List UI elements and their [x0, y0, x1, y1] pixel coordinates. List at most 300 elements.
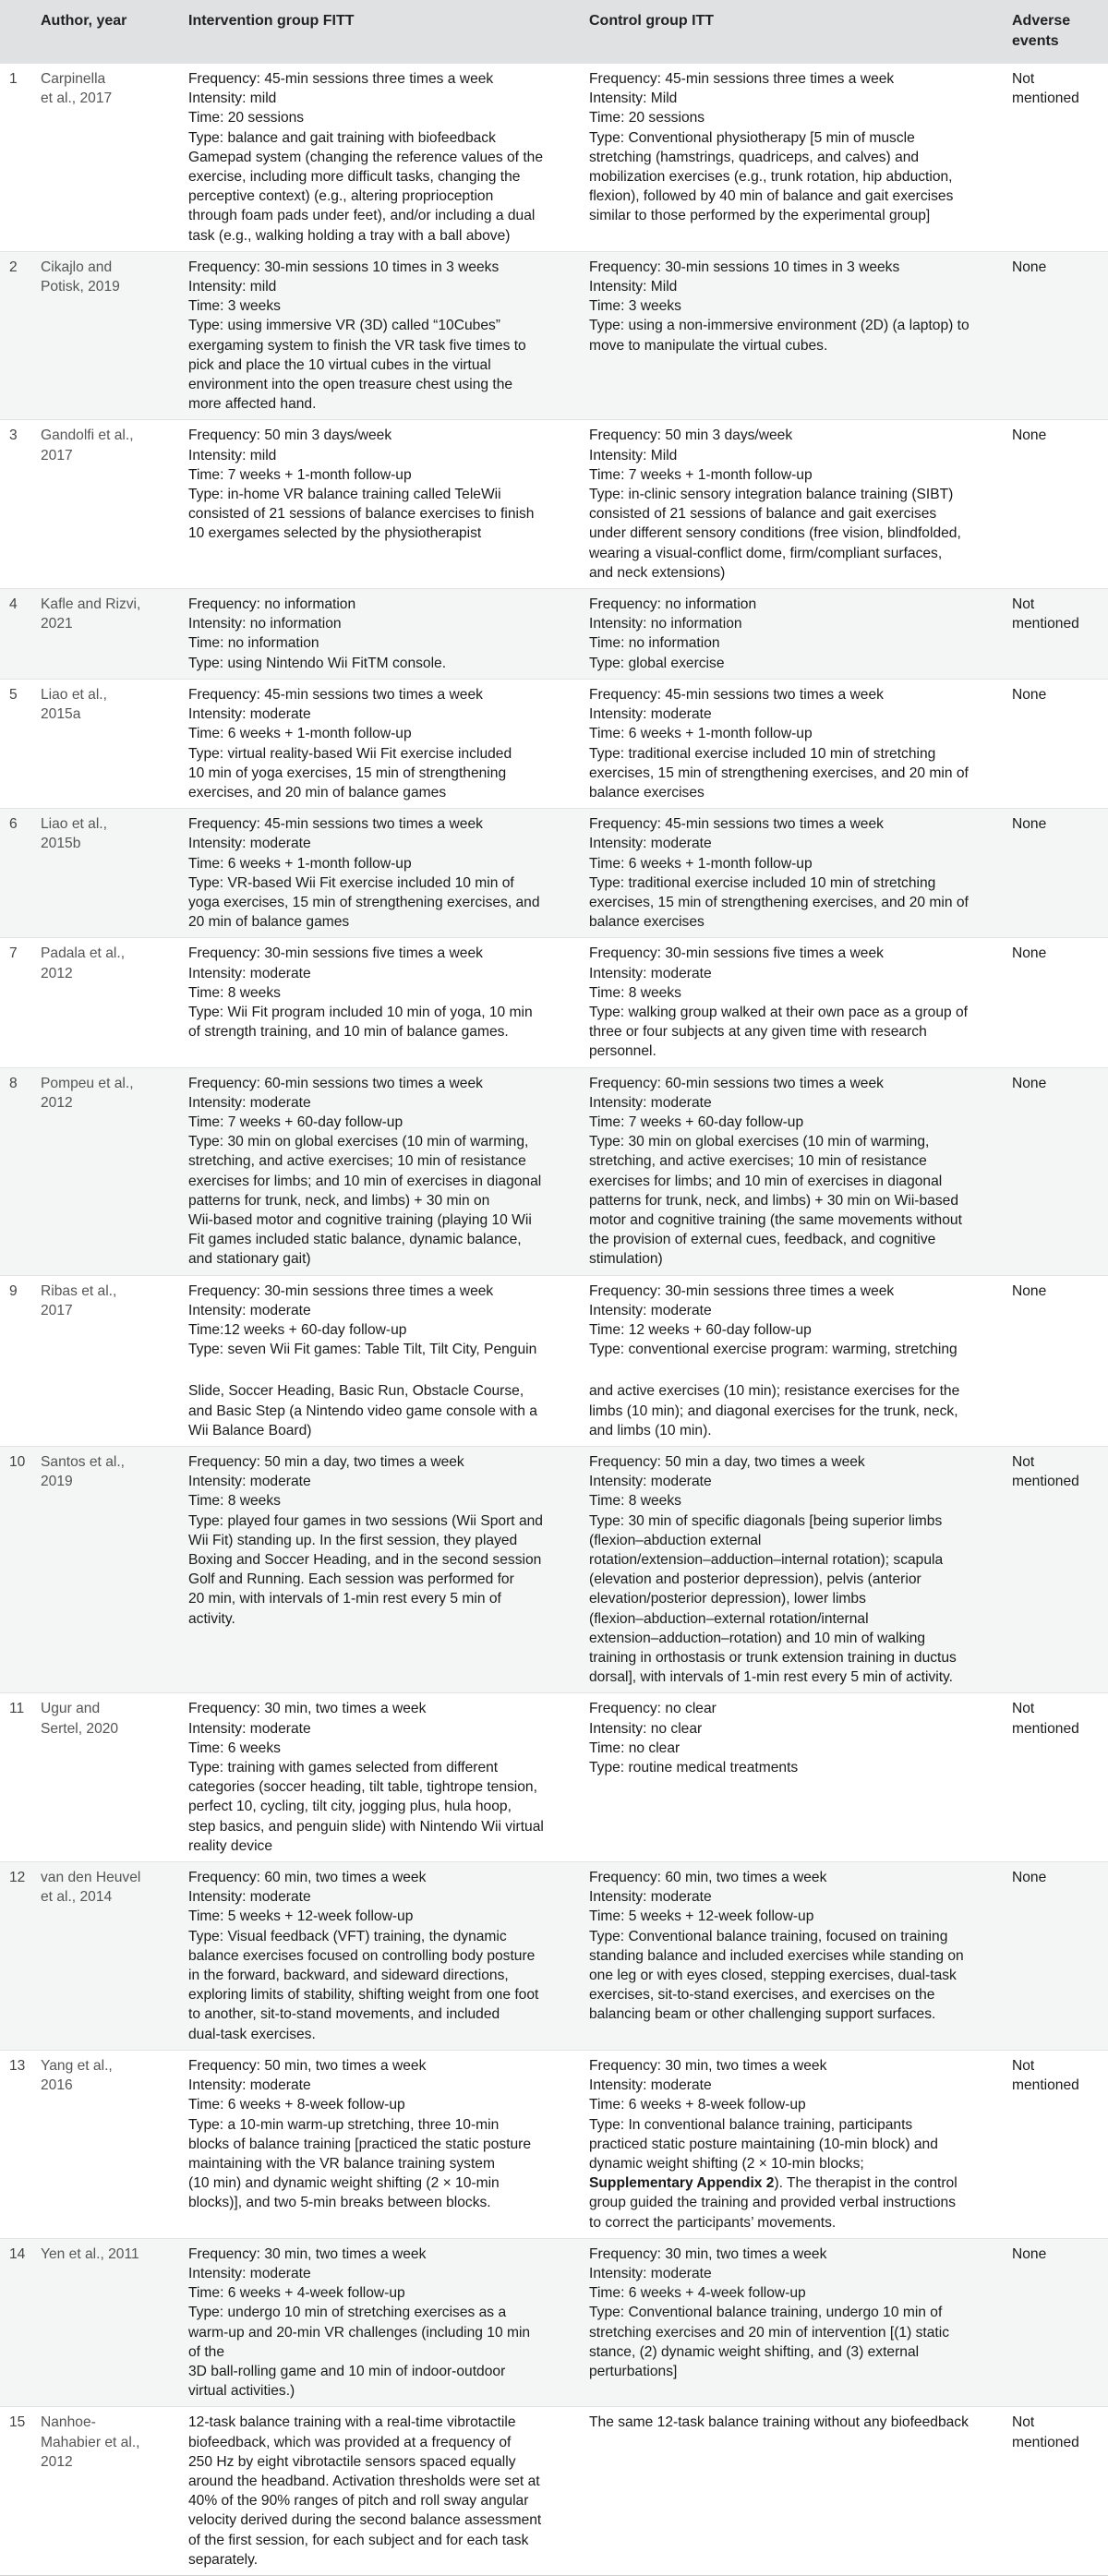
control-line: to correct the participants’ movements.	[589, 2214, 837, 2231]
row-number: 11	[0, 1693, 31, 1862]
intervention-line: Intensity: moderate	[188, 1720, 311, 1737]
header-adverse-events: Adverse events	[1003, 0, 1108, 64]
intervention-line: Frequency: 30-min sessions 10 times in 3 weeks	[188, 259, 500, 275]
control-line: (elevation and posterior depression), pelvis (anterior	[589, 1571, 921, 1588]
control-line: and neck extensions)	[589, 564, 726, 581]
adverse-events-cell	[1003, 1447, 1108, 1693]
control-cell	[580, 2407, 1003, 2576]
intervention-cell	[179, 589, 580, 680]
control-line: perturbations]	[589, 2363, 678, 2379]
author-line: 2017	[41, 1302, 73, 1318]
author-line: Ugur and	[41, 1701, 101, 1717]
intervention-line: 12-task balance training with a real-time vibrotactile	[188, 2414, 516, 2431]
intervention-cell	[179, 679, 580, 808]
intervention-line: pick and place the 10 virtual cubes in the virtual	[188, 356, 491, 373]
adverse-line: None	[1012, 2245, 1047, 2262]
intervention-line: Type: seven Wii Fit games: Table Tilt, Tilt City, Penguin	[188, 1342, 537, 1358]
control-line: Frequency: 50 min a day, two times a week	[589, 1454, 865, 1470]
control-line: Time: 8 weeks	[589, 984, 681, 1001]
intervention-cell	[179, 420, 580, 589]
control-line: Time: 20 sessions	[589, 110, 705, 126]
author-year-cell	[31, 64, 179, 252]
control-line: Type: 30 min on global exercises (10 min of warming,	[589, 1134, 930, 1150]
intervention-cell	[179, 1693, 580, 1862]
adverse-line: Not	[1012, 596, 1035, 613]
control-line: Frequency: 45-min sessions three times a week	[589, 71, 895, 87]
intervention-line: Type: played four games in two sessions (Wii Sport and	[188, 1512, 543, 1529]
intervention-line: blocks of balance training [practiced the static posture	[188, 2136, 531, 2152]
control-line: Type: In conventional balance training, participants	[589, 2116, 913, 2133]
control-line: group guided the training and provided verbal instructions	[589, 2195, 957, 2211]
intervention-line: patterns for trunk, neck, and limbs) + 30 min on	[188, 1192, 490, 1209]
intervention-line: dual-task exercises.	[188, 2026, 316, 2042]
author-year-cell	[31, 2407, 179, 2576]
author-line: Gandolfi et al.,	[41, 427, 134, 444]
adverse-line: mentioned	[1012, 2434, 1079, 2450]
control-line: Frequency: 60 min, two times a week	[589, 1870, 827, 1886]
control-line: Intensity: Mild	[589, 279, 678, 295]
author-line: 2016	[41, 2077, 73, 2094]
control-line: Intensity: no clear	[589, 1720, 703, 1737]
intervention-line: Time: 5 weeks + 12-week follow-up	[188, 1908, 414, 1925]
control-line: balancing beam or other challenging support surfaces.	[589, 2006, 936, 2023]
author-line: Cikajlo and	[41, 259, 113, 275]
intervention-line: Type: 30 min on global exercises (10 min of warming,	[188, 1134, 529, 1150]
intervention-line: biofeedback, which was provided at a frequency of	[188, 2434, 512, 2450]
control-cell	[580, 938, 1003, 1067]
control-line: personnel.	[589, 1043, 656, 1060]
control-line: Intensity: Mild	[589, 447, 678, 463]
control-line: Time: 6 weeks + 4-week follow-up	[589, 2285, 806, 2302]
intervention-line: Wii Fit) standing up. In the first session, they played	[188, 1532, 518, 1548]
control-line: Time: 12 weeks + 60-day follow-up	[589, 1321, 812, 1338]
intervention-line: exercise, including more difficult tasks, changing the	[188, 169, 521, 186]
control-line: Time: no information	[589, 635, 720, 652]
control-line: balance exercises	[589, 784, 705, 800]
intervention-cell	[179, 64, 580, 252]
table-row	[0, 1275, 1108, 1446]
control-line: Time: 6 weeks + 1-month follow-up	[589, 726, 813, 742]
intervention-line: and stationary gait)	[188, 1251, 311, 1268]
intervention-line: categories (soccer heading, tilt table, tightrope tension,	[188, 1779, 537, 1796]
control-line: Time: 7 weeks + 60-day follow-up	[589, 1113, 804, 1130]
control-cell	[580, 679, 1003, 808]
intervention-line: task (e.g., walking holding a tray with a ball above)	[188, 227, 511, 244]
intervention-line: separately.	[188, 2551, 259, 2568]
control-line: (flexion–abduction external	[589, 1532, 762, 1548]
control-line: exercises, 15 min of strengthening exercises, and 20 min of	[589, 764, 969, 781]
adverse-events-cell	[1003, 809, 1108, 938]
intervention-line: Time: 6 weeks + 1-month follow-up	[188, 726, 412, 742]
intervention-line: exergaming system to finish the VR task five times to	[188, 337, 526, 354]
intervention-line: Boxing and Soccer Heading, and in the second session	[188, 1552, 542, 1569]
intervention-line: Frequency: 50 min, two times a week	[188, 2057, 427, 2074]
intervention-line: Type: using Nintendo Wii FitTM console.	[188, 655, 447, 671]
control-line: and active exercises (10 min); resistance exercises for the	[589, 1383, 960, 1400]
table-row	[0, 1067, 1108, 1275]
intervention-cell	[179, 938, 580, 1067]
control-line: Intensity: moderate	[589, 836, 712, 852]
table-row	[0, 589, 1108, 680]
adverse-line: Not	[1012, 1701, 1035, 1717]
intervention-line: of strength training, and 10 min of balance games.	[188, 1024, 509, 1041]
adverse-line: None	[1012, 816, 1047, 833]
intervention-line: Time: 8 weeks	[188, 984, 281, 1001]
intervention-line: Intensity: moderate	[188, 965, 311, 981]
control-line: three or four subjects at any given time with research	[589, 1024, 927, 1041]
adverse-line: None	[1012, 259, 1047, 275]
table-row	[0, 251, 1108, 420]
author-line: Liao et al.,	[41, 816, 107, 833]
control-line: under different sensory conditions (free vision, blindfolded,	[589, 525, 961, 542]
adverse-events-cell	[1003, 1067, 1108, 1275]
control-line: flexion), followed by 40 min of balance and gait exercises	[589, 188, 954, 205]
intervention-cell	[179, 2238, 580, 2407]
intervention-line: Frequency: 45-min sessions two times a week	[188, 686, 483, 703]
control-line: Intensity: moderate	[589, 965, 712, 981]
table-row	[0, 2238, 1108, 2407]
intervention-line: Slide, Soccer Heading, Basic Run, Obstacle Course,	[188, 1383, 524, 1400]
intervention-line: Intensity: moderate	[188, 1889, 311, 1906]
intervention-line: Frequency: 30 min, two times a week	[188, 1701, 427, 1717]
line-gap	[188, 1359, 572, 1381]
control-line: Type: using a non-immersive environment (2D) (a laptop) to	[589, 318, 970, 334]
author-year-cell	[31, 420, 179, 589]
control-cell	[580, 1067, 1003, 1275]
intervention-line: activity.	[188, 1610, 235, 1627]
control-line: Frequency: 50 min 3 days/week	[589, 427, 793, 444]
intervention-line: Frequency: 45-min sessions three times a week	[188, 71, 494, 87]
control-line: Time: 3 weeks	[589, 298, 681, 315]
adverse-line: None	[1012, 1870, 1047, 1886]
control-line: Intensity: moderate	[589, 2265, 712, 2281]
control-line: Time: 5 weeks + 12-week follow-up	[589, 1908, 814, 1925]
control-line: standing balance and included exercises while standing on	[589, 1947, 964, 1964]
adverse-line: None	[1012, 1075, 1047, 1091]
intervention-line: Time: 6 weeks + 1-month follow-up	[188, 855, 412, 872]
intervention-line: Time: 7 weeks + 1-month follow-up	[188, 466, 412, 483]
intervention-line: exercises, and 20 min of balance games	[188, 784, 447, 800]
control-cell	[580, 1275, 1003, 1446]
control-line: stimulation)	[589, 1251, 663, 1268]
control-line: practiced static posture maintaining (10-min block) and	[589, 2136, 938, 2152]
intervention-cell	[179, 1447, 580, 1693]
intervention-line: consisted of 21 sessions of balance exercises to finish	[188, 506, 535, 523]
control-line: exercises, sit-to-stand exercises, and exercises on the	[589, 1987, 935, 2004]
row-number: 15	[0, 2407, 31, 2576]
row-number: 5	[0, 679, 31, 808]
control-line: Frequency: no clear	[589, 1701, 717, 1717]
control-cell	[580, 809, 1003, 938]
control-line: Type: routine medical treatments	[589, 1760, 799, 1776]
intervention-line: Frequency: no information	[188, 596, 356, 613]
adverse-events-cell	[1003, 1862, 1108, 2051]
intervention-line: perceptive context) (e.g., altering proprioception	[188, 188, 494, 205]
control-line: Intensity: moderate	[589, 706, 712, 723]
intervention-line: (10 min) and dynamic weight shifting (2 × 10-min	[188, 2175, 500, 2192]
author-line: Yang et al.,	[41, 2057, 113, 2074]
control-line: Time: 6 weeks + 8-week follow-up	[589, 2097, 806, 2113]
author-year-cell	[31, 2050, 179, 2238]
control-line: Intensity: no information	[589, 616, 742, 632]
control-line: limbs (10 min); and diagonal exercises for the trunk, neck,	[589, 1402, 958, 1419]
author-line: 2015b	[41, 836, 81, 852]
intervention-line: in the forward, backward, and sideward directions,	[188, 1968, 509, 1984]
intervention-cell	[179, 1067, 580, 1275]
control-line: dorsal], with intervals of 1-min rest every 5 min of activity.	[589, 1669, 954, 1686]
line-gap	[589, 1359, 995, 1381]
intervention-line: Type: in-home VR balance training called TeleWii	[188, 487, 501, 503]
control-line: Frequency: 45-min sessions two times a week	[589, 816, 884, 833]
control-line: Intensity: moderate	[589, 1889, 712, 1906]
intervention-line: Time: 8 weeks	[188, 1493, 281, 1510]
adverse-line: None	[1012, 686, 1047, 703]
control-line: stretching, and active exercises; 10 min of resistance	[589, 1153, 927, 1170]
author-line: 2015a	[41, 706, 81, 723]
control-line: Type: traditional exercise included 10 min of stretching	[589, 874, 936, 891]
author-year-cell	[31, 809, 179, 938]
row-number: 14	[0, 2238, 31, 2407]
control-line: exercises, 15 min of strengthening exercises, and 20 min of	[589, 894, 969, 910]
adverse-line: mentioned	[1012, 1474, 1079, 1490]
author-line: Kafle and Rizvi,	[41, 596, 141, 613]
intervention-line: Type: Wii Fit program included 10 min of yoga, 10 min	[188, 1004, 533, 1020]
author-line: van den Heuvel	[41, 1870, 141, 1886]
author-line: Santos et al.,	[41, 1454, 126, 1470]
intervention-line: Type: training with games selected from different	[188, 1760, 499, 1776]
control-cell	[580, 2050, 1003, 2238]
table-row	[0, 1693, 1108, 1862]
control-line: Time: no clear	[589, 1739, 680, 1756]
row-number: 10	[0, 1447, 31, 1693]
table-row	[0, 2050, 1108, 2238]
intervention-line: reality device	[188, 1837, 273, 1854]
control-line: Intensity: moderate	[589, 1094, 712, 1111]
intervention-line: Type: VR-based Wii Fit exercise included 10 min of	[188, 874, 514, 891]
adverse-events-cell	[1003, 589, 1108, 680]
intervention-cell	[179, 2050, 580, 2238]
control-line: Type: 30 min of specific diagonals [being superior limbs	[589, 1512, 943, 1529]
intervention-line: Intensity: moderate	[188, 1094, 311, 1111]
control-line: Intensity: moderate	[589, 2077, 712, 2094]
intervention-line: exercises for limbs; and 10 min of exercises in diagonal	[188, 1173, 542, 1189]
row-number: 12	[0, 1862, 31, 2051]
author-year-cell	[31, 1693, 179, 1862]
adverse-events-cell	[1003, 938, 1108, 1067]
author-year-cell	[31, 1067, 179, 1275]
intervention-line: Intensity: moderate	[188, 836, 311, 852]
author-year-cell	[31, 589, 179, 680]
control-cell	[580, 1862, 1003, 2051]
intervention-cell	[179, 2407, 580, 2576]
adverse-events-cell	[1003, 2238, 1108, 2407]
control-line: mobilization exercises (e.g., trunk rotation, hip abduction,	[589, 169, 953, 186]
intervention-line: Intensity: moderate	[188, 2265, 311, 2281]
intervention-line: yoga exercises, 15 min of strengthening exercises, and	[188, 894, 540, 910]
author-year-cell	[31, 938, 179, 1067]
intervention-line: Type: using immersive VR (3D) called “10Cubes”	[188, 318, 500, 334]
control-line: stretching (hamstrings, quadriceps, and calves) and	[589, 149, 920, 165]
control-line-tail: ). The therapist in the control	[774, 2175, 957, 2192]
adverse-line: None	[1012, 1282, 1047, 1299]
author-line: Potisk, 2019	[41, 279, 120, 295]
intervention-line: Wii Balance Board)	[188, 1422, 312, 1438]
control-line: Frequency: 30 min, two times a week	[589, 2057, 827, 2074]
control-line: move to manipulate the virtual cubes.	[589, 337, 828, 354]
control-cell	[580, 251, 1003, 420]
intervention-line: blocks)], and two 5-min breaks between blocks.	[188, 2195, 491, 2211]
intervention-cell	[179, 1275, 580, 1446]
intervention-line: 40% of the 90% ranges of pitch and roll sway angular	[188, 2493, 529, 2510]
header-intervention: Intervention group FITT	[179, 0, 580, 64]
control-line	[589, 2173, 995, 2193]
intervention-line: Intensity: mild	[188, 279, 277, 295]
author-line: Mahabier et al.,	[41, 2434, 140, 2450]
author-line: Carpinella	[41, 71, 106, 87]
intervention-line: through foam pads under feet), and/or including a dual	[188, 208, 536, 224]
intervention-line: 20 min of balance games	[188, 914, 350, 931]
control-line: Time: 7 weeks + 1-month follow-up	[589, 466, 813, 483]
control-cell	[580, 589, 1003, 680]
intervention-line: 250 Hz by eight vibrotactile sensors spaced equally	[188, 2453, 516, 2470]
adverse-line: mentioned	[1012, 2077, 1079, 2094]
intervention-line: virtual activities.)	[188, 2383, 295, 2400]
intervention-cell	[179, 251, 580, 420]
intervention-line: step basics, and penguin slide) with Nintendo Wii virtual	[188, 1818, 544, 1835]
intervention-line: Frequency: 60-min sessions two times a week	[188, 1075, 483, 1091]
author-line: Liao et al.,	[41, 686, 107, 703]
row-number: 6	[0, 809, 31, 938]
control-line: Type: in-clinic sensory integration balance training (SIBT)	[589, 487, 954, 503]
table-row	[0, 809, 1108, 938]
adverse-events-cell	[1003, 679, 1108, 808]
control-line: Type: Conventional balance training, undergo 10 min of	[589, 2305, 943, 2321]
control-line: Type: traditional exercise included 10 min of stretching	[589, 745, 936, 762]
intervention-line: exploring limits of stability, shifting weight from one foot	[188, 1987, 539, 2004]
intervention-line: more affected hand.	[188, 396, 317, 413]
intervention-line: Type: balance and gait training with biofeedback	[188, 129, 496, 146]
adverse-line: mentioned	[1012, 90, 1079, 107]
intervention-line: 10 min of yoga exercises, 15 min of strengthening	[188, 764, 507, 781]
adverse-line: mentioned	[1012, 616, 1079, 632]
author-year-cell	[31, 1275, 179, 1446]
control-line: (flexion–abduction–external rotation/internal	[589, 1610, 869, 1627]
control-line: Frequency: 60-min sessions two times a week	[589, 1075, 884, 1091]
intervention-line: Frequency: 60 min, two times a week	[188, 1870, 427, 1886]
row-number: 3	[0, 420, 31, 589]
intervention-line: Time: 7 weeks + 60-day follow-up	[188, 1113, 403, 1130]
control-line: Time: 8 weeks	[589, 1493, 681, 1510]
intervention-line: Frequency: 30-min sessions five times a week	[188, 945, 483, 962]
header-author-year: Author, year	[31, 0, 179, 64]
author-line: 2017	[41, 447, 73, 463]
intervention-line: Intensity: moderate	[188, 706, 311, 723]
author-line: Padala et al.,	[41, 945, 126, 962]
control-line: stretching exercises and 20 min of intervention [(1) static	[589, 2324, 950, 2341]
control-line: Type: Conventional balance training, focused on training	[589, 1928, 948, 1944]
adverse-events-cell	[1003, 251, 1108, 420]
author-year-cell	[31, 251, 179, 420]
adverse-line: None	[1012, 945, 1047, 962]
control-cell	[580, 64, 1003, 252]
table-row	[0, 420, 1108, 589]
control-line: rotation/extension–adduction–internal rotation); scapula	[589, 1552, 944, 1569]
intervention-line: Golf and Running. Each session was performed for	[188, 1571, 514, 1588]
author-line: Sertel, 2020	[41, 1720, 119, 1737]
intervention-line: Time: 6 weeks + 4-week follow-up	[188, 2285, 405, 2302]
control-line: Frequency: 30-min sessions five times a week	[589, 945, 884, 962]
intervention-line: Intensity: mild	[188, 447, 277, 463]
row-number: 8	[0, 1067, 31, 1275]
control-line: one leg or with eyes closed, stepping exercises, dual-task	[589, 1968, 957, 1984]
control-line: Frequency: 30 min, two times a week	[589, 2245, 827, 2262]
author-line: Pompeu et al.,	[41, 1075, 134, 1091]
intervention-line: velocity derived during the second balance assessment	[188, 2512, 542, 2529]
row-number: 1	[0, 64, 31, 252]
author-line: 2012	[41, 965, 73, 981]
intervention-line: Intensity: moderate	[188, 1474, 311, 1490]
control-line: stance, (2) dynamic weight shifting, and (3) external	[589, 2343, 920, 2360]
intervention-line: balance exercises focused on controlling body posture	[188, 1947, 536, 1964]
table-row	[0, 1862, 1108, 2051]
intervention-line: perfect 10, cycling, tilt city, jogging plus, hula hoop,	[188, 1799, 512, 1815]
control-line: Type: Conventional physiotherapy [5 min of muscle	[589, 129, 915, 146]
author-line: 2021	[41, 616, 73, 632]
author-year-cell	[31, 1862, 179, 2051]
adverse-line: Not	[1012, 1454, 1035, 1470]
control-line: consisted of 21 sessions of balance and gait exercises	[589, 506, 937, 523]
intervention-line: 3D ball-rolling game and 10 min of indoor-outdoor	[188, 2363, 506, 2379]
intervention-line: Time: 20 sessions	[188, 110, 305, 126]
intervention-line: Frequency: 50 min 3 days/week	[188, 427, 392, 444]
intervention-line: Fit games included static balance, dynamic balance,	[188, 1232, 522, 1248]
adverse-events-cell	[1003, 1693, 1108, 1862]
adverse-line: Not	[1012, 71, 1035, 87]
table-body	[0, 64, 1108, 2576]
intervention-line: Frequency: 50 min a day, two times a week	[188, 1454, 464, 1470]
control-line: the provision of external cues, feedback, and cognitive	[589, 1232, 936, 1248]
control-line: Frequency: no information	[589, 596, 757, 613]
control-cell	[580, 420, 1003, 589]
author-line: Ribas et al.,	[41, 1282, 117, 1299]
intervention-line: maintaining with the VR balance training system	[188, 2155, 495, 2172]
control-line: Intensity: moderate	[589, 1302, 712, 1318]
intervention-line: around the headband. Activation thresholds were set at	[188, 2473, 540, 2489]
table-row	[0, 1447, 1108, 1693]
adverse-line: mentioned	[1012, 1720, 1079, 1737]
table-row	[0, 64, 1108, 252]
intervention-line: Intensity: mild	[188, 90, 277, 107]
adverse-line: None	[1012, 427, 1047, 444]
author-line: et al., 2014	[41, 1889, 113, 1906]
intervention-line: of the first session, for each subject and for each task	[188, 2532, 529, 2548]
row-number: 7	[0, 938, 31, 1067]
control-line: extension–adduction–rotation) and 10 min of walking	[589, 1630, 926, 1646]
header-control: Control group ITT	[580, 0, 1003, 64]
control-line: motor and cognitive training (the same movements without	[589, 1211, 962, 1228]
author-year-cell	[31, 679, 179, 808]
intervention-line: Time: 3 weeks	[188, 298, 281, 315]
table-row	[0, 2407, 1108, 2576]
intervention-line: Frequency: 45-min sessions two times a week	[188, 816, 483, 833]
intervention-line: Type: Visual feedback (VFT) training, the dynamic	[188, 1928, 507, 1944]
control-line: exercises for limbs; and 10 min of exercises in diagonal	[589, 1173, 943, 1189]
intervention-line: Frequency: 30-min sessions three times a week	[188, 1282, 494, 1299]
adverse-events-cell	[1003, 64, 1108, 252]
table-row	[0, 938, 1108, 1067]
intervention-line: stretching, and active exercises; 10 min of resistance	[188, 1153, 526, 1170]
row-number: 4	[0, 589, 31, 680]
